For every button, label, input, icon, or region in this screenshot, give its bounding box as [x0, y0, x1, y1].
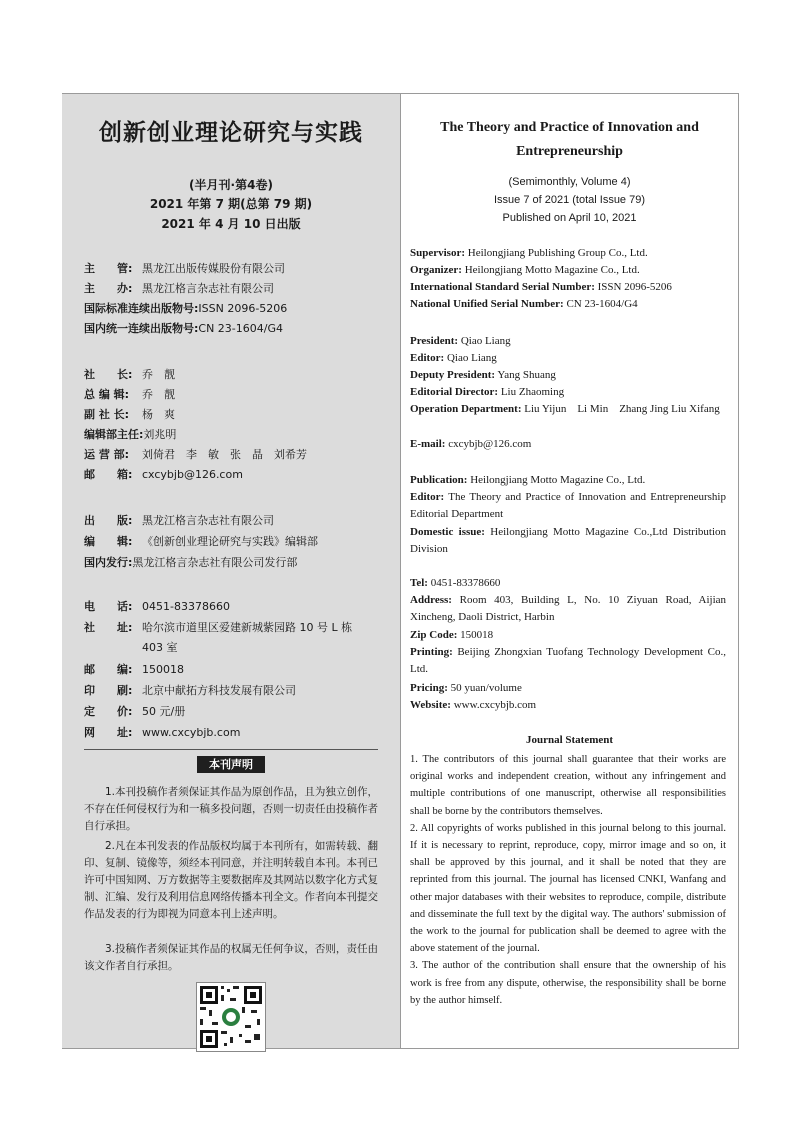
statement-body-en [410, 751, 726, 1009]
statement-cn-1: 1.本刊投稿作者须保证其作品为原创作品，且为独立创作，不存在任何侵权行为和一稿多投问题，否则一切责任由投稿作者自行承担。 [84, 786, 378, 832]
qr-code [196, 982, 266, 1052]
en-contact-row: Address: Room 403, Building L, No. 10 Ziyuan Road, Aijian Xincheng, Daoli District, Harbin [410, 594, 727, 623]
en-staff-row: Deputy President: Yang Shuang [410, 369, 556, 381]
statement-banner-cn: 本刊声明 [197, 756, 265, 773]
en-publish-row: Domestic issue: Heilongjiang Motto Magazine Co.,Ltd Distribution Division [410, 526, 726, 555]
volume-cn: (半月刊·第4卷) [189, 178, 273, 192]
info-row: 国际标准连续出版物号:ISSN 2096-5206 [84, 302, 288, 315]
statement-en-3: 3. The author of the contribution shall ensure that the ownership of his work is free from any dispute, otherwise, the responsibility shall be borne by the author himself. [410, 960, 726, 1006]
publish-row: 出 版: 黑龙江格言杂志社有限公司 [84, 514, 274, 527]
contact-row: 电 话: 0451-83378660 [84, 600, 230, 613]
contact-row: 印 刷: 北京中献拓方科技发展有限公司 [84, 684, 296, 697]
en-publish-row: Editor: The Theory and Practice of Innovation and Entrepreneurship Editorial Department [410, 491, 726, 520]
en-contact-row: Printing: Beijing Zhongxian Tuofang Technology Development Co., Ltd. [410, 646, 726, 675]
staff-row: 编辑部主任:刘兆明 [84, 428, 177, 441]
staff-row: 社 长: 乔 靓 [84, 368, 175, 381]
contact-row: 403 室 [142, 641, 178, 654]
issue-cn: 2021 年第 7 期(总第 79 期) [149, 197, 313, 211]
issue-en: Issue 7 of 2021 (total Issue 79) [493, 194, 646, 206]
english-column [401, 94, 738, 1048]
contact-row: 定 价: 50 元/册 [84, 705, 186, 718]
staff-row: 总 编 辑: 乔 靓 [84, 388, 175, 401]
en-publish-row: Publication: Heilongjiang Motto Magazine Co., Ltd. [410, 474, 646, 486]
en-staff-row: Operation Department: Liu Yijun Li Min Zhang Jing Liu Xifang [410, 403, 720, 415]
contact-row: 网 址: www.cxcybjb.com [84, 726, 241, 739]
publish-row: 编 辑: 《创新创业理论研究与实践》编辑部 [84, 535, 318, 548]
statement-cn-2: 2.凡在本刊发表的作品版权均属于本刊所有，如需转载、翻印、复制、镜像等，须经本刊同意，并注明转载自本刊。本刊已许可中国知网、万方数据等主要数据库及其网站以数字化方式复制、汇编、发行及利用信息网络传播本刊全文。作者向本刊提交作品发表的行为即视为同意本刊上述声明。 [84, 840, 378, 920]
statement-cn-3: 3.投稿作者须保证其作品的权属无任何争议，否则，责任由该文作者自行承担。 [84, 943, 378, 972]
en-staff-row: Editorial Director: Liu Zhaoming [410, 386, 565, 398]
en-contact-row: Tel: 0451-83378660 [410, 577, 501, 589]
divider [84, 749, 378, 750]
publish-row: 国内发行:黑龙江格言杂志社有限公司发行部 [84, 556, 298, 569]
en-info-row: National Unified Serial Number: CN 23-1604/G4 [410, 298, 638, 310]
en-contact-row: Website: www.cxcybjb.com [410, 699, 537, 711]
statement-en-2: 2. All copyrights of works published in this journal belong to this journal. If it is necessary to reprint, reproduce, copy, mirror image and so on, it shall be approved by this journal, and it shall be noted that they are reprinted from this journal. The journal has licensed CNKI, Wanfang and other major databases with their websites to reproduce, compile, distribute and disseminate the full text by the digital way. The authors' submission of the work to the journal for publication shall be deemed to agree with the above statement of the journal. [410, 822, 726, 955]
en-info-row: Supervisor: Heilongjiang Publishing Group Co., Ltd. [410, 247, 648, 259]
publish-date-cn: 2021 年 4 月 10 日出版 [161, 217, 301, 231]
statement-title-en: Journal Statement [525, 734, 614, 746]
publish-date-en: Published on April 10, 2021 [502, 212, 637, 224]
chinese-column [62, 94, 401, 1048]
statement-en-1: 1. The contributors of this journal shall guarantee that their works are original works and independent creation, without any infringement and multiple contributions of one manuscript, otherwise all responsibilities shall be borne by the contributors themselves. [410, 754, 726, 817]
staff-row: 副 社 长: 杨 爽 [84, 408, 175, 421]
en-info-row: International Standard Serial Number: ISSN 2096-5206 [410, 281, 672, 293]
journal-title-en: The Theory and Practice of Innovation and Entrepreneurship [440, 120, 699, 159]
contact-row: 邮 编: 150018 [84, 663, 184, 676]
contact-row: 社 址: 哈尔滨市道里区爱建新城紫园路 10 号 L 栋 [84, 621, 353, 634]
info-row: 主 办: 黑龙江格言杂志社有限公司 [84, 282, 274, 295]
en-contact-row: Zip Code: 150018 [410, 629, 494, 641]
staff-row: 运 营 部: 刘倚君 李 敏 张 晶 刘希芳 [84, 448, 307, 461]
en-info-row: Organizer: Heilongjiang Motto Magazine Co., Ltd. [410, 264, 640, 276]
info-row: 国内统一连续出版物号:CN 23-1604/G4 [84, 322, 284, 335]
volume-en: (Semimonthly, Volume 4) [508, 176, 631, 188]
journal-title-cn: 创新创业理论研究与实践 [99, 120, 363, 146]
en-staff-row: Editor: Qiao Liang [410, 352, 497, 364]
staff-row: 邮 箱: cxcybjb@126.com [84, 468, 243, 481]
info-row: 主 管: 黑龙江出版传媒股份有限公司 [84, 262, 285, 275]
en-staff-row: President: Qiao Liang [410, 335, 511, 347]
en-staff-row: E-mail: cxcybjb@126.com [410, 438, 532, 450]
en-contact-row: Pricing: 50 yuan/volume [410, 682, 522, 694]
